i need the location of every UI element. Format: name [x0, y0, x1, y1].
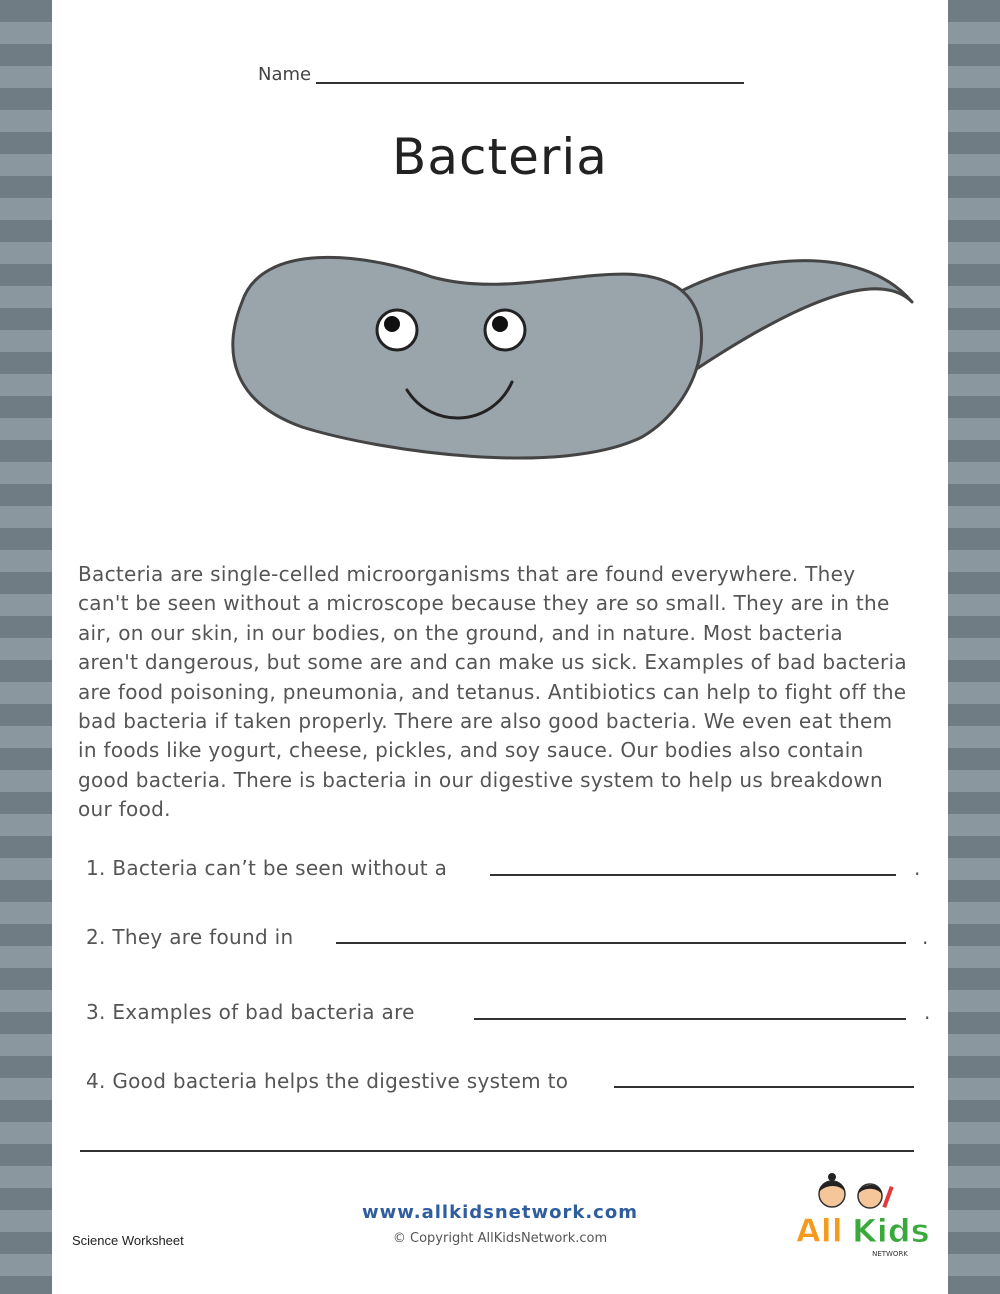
question-1: 1. Bacteria can’t be seen without a — [86, 856, 448, 880]
question-2-period: . — [922, 925, 929, 949]
website-link[interactable]: www.allkidsnetwork.com — [362, 1202, 638, 1223]
page-title: Bacteria — [392, 128, 608, 186]
worksheet-category-label: Science Worksheet — [72, 1233, 184, 1248]
right-border-stripes — [948, 0, 1000, 1294]
left-border-stripes — [0, 0, 52, 1294]
question-3: 3. Examples of bad bacteria are — [86, 1000, 415, 1024]
name-field-line[interactable] — [316, 82, 744, 84]
question-4: 4. Good bacteria helps the digestive system to — [86, 1069, 569, 1093]
allkids-network-logo — [790, 1168, 940, 1264]
name-label: Name — [258, 64, 312, 85]
copyright-text: © Copyright AllKidsNetwork.com — [392, 1231, 608, 1246]
bacteria-illustration — [222, 232, 922, 472]
reading-passage: Bacteria are single-celled microorganisms that are found everywhere. They can't be seen without a microscope because they are so small. They are in the air, on our skin, in our bodies, on the ground, and in nature. Most bacteria aren't dangerous, but some are and can make us sick. Examples of bad bacteria are food poisoning, pneumonia, and tetanus. Antibiotics can help to fight off the bad bacteria if taken properly. There are also good bacteria. We even eat them in foods like yogurt, cheese, pickles, and soy sauce. Our bodies also contain good bacteria. There is bacteria in our digestive system to help us breakdown our food. — [78, 562, 907, 822]
question-2: 2. They are found in — [86, 925, 294, 949]
answer-line-4-continued[interactable] — [80, 1150, 914, 1152]
answer-line-3[interactable] — [474, 1018, 906, 1020]
question-3-period: . — [924, 1000, 931, 1024]
answer-line-2[interactable] — [336, 942, 906, 944]
worksheet-page — [52, 0, 948, 1294]
answer-line-1[interactable] — [490, 874, 896, 876]
answer-line-4[interactable] — [614, 1086, 914, 1088]
svg-text:Kids: Kids — [852, 1212, 930, 1250]
svg-text:NETWORK: NETWORK — [872, 1250, 908, 1258]
svg-text:All: All — [796, 1212, 843, 1250]
question-1-period: . — [914, 856, 921, 880]
